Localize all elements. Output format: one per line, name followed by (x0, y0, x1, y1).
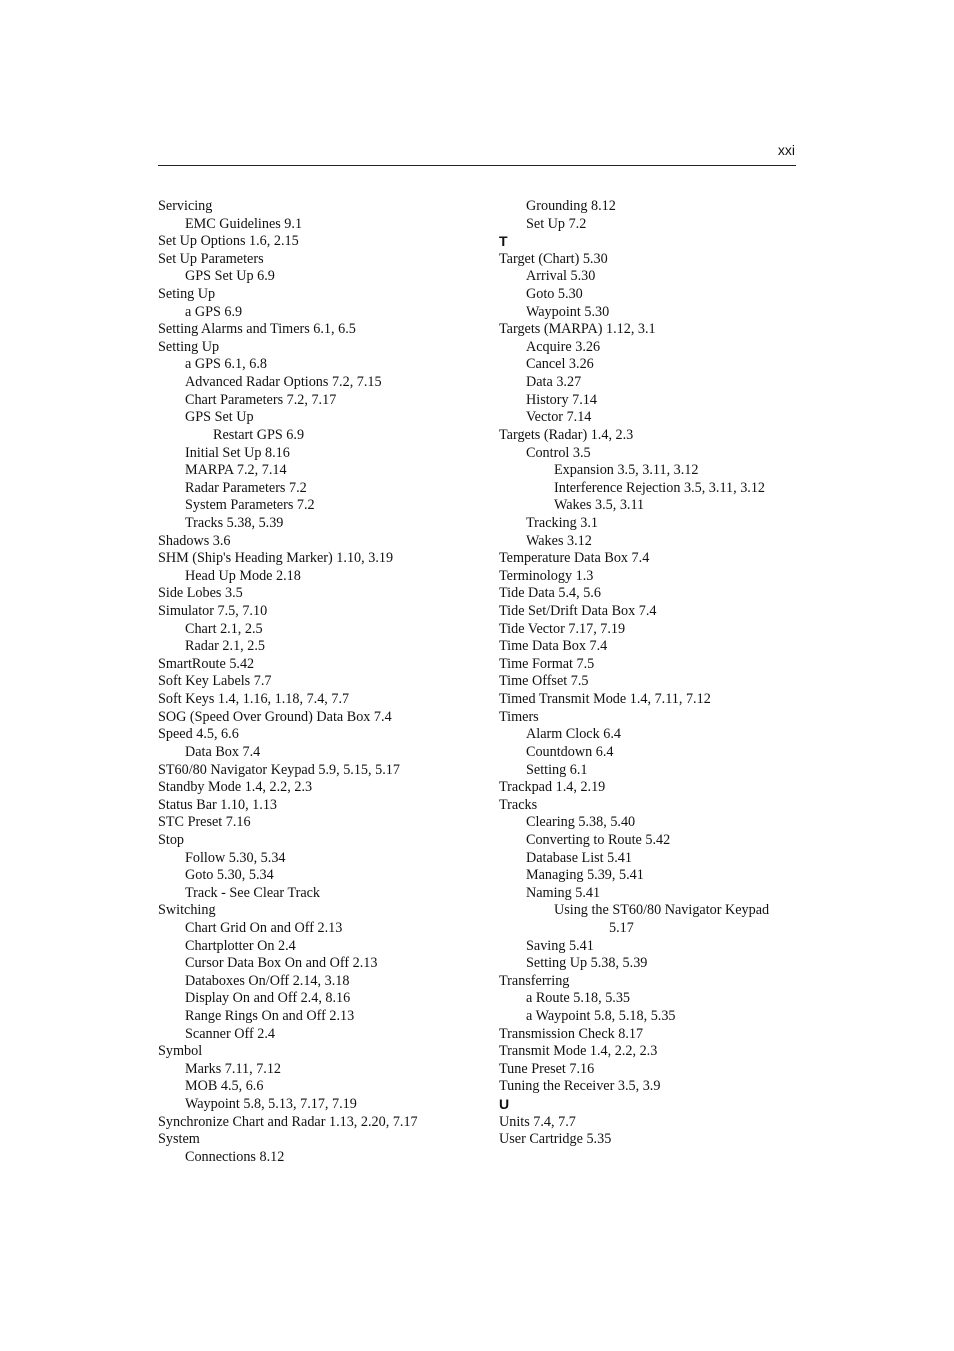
index-subentry: Setting 6.1 (526, 761, 588, 778)
index-subentry: Managing 5.39, 5.41 (526, 867, 644, 884)
index-entry: Targets (MARPA) 1.12, 3.1 (499, 321, 656, 338)
index-subentry: System Parameters 7.2 (185, 497, 315, 514)
index-entry: Synchronize Chart and Radar 1.13, 2.20, 7.17 (158, 1113, 418, 1130)
index-subentry: Set Up 7.2 (526, 215, 587, 232)
index-subentry: Restart GPS 6.9 (213, 426, 305, 443)
index-subentry: Radar Parameters 7.2 (185, 479, 307, 496)
index-subentry: Follow 5.30, 5.34 (185, 849, 286, 866)
index-subentry: Grounding 8.12 (526, 198, 616, 214)
index-subentry: Radar 2.1, 2.5 (185, 638, 265, 655)
index-subentry: Chart Grid On and Off 2.13 (185, 919, 343, 936)
index-subentry: Countdown 6.4 (526, 743, 614, 760)
index-entry: Soft Keys 1.4, 1.16, 1.18, 7.4, 7.7 (158, 691, 350, 708)
index-entry: Tune Preset 7.16 (499, 1060, 595, 1077)
index-entry: Soft Key Labels 7.7 (158, 673, 272, 690)
index-entry: Units 7.4, 7.7 (499, 1113, 576, 1130)
index-entry: Stop (158, 831, 185, 848)
index-column-left (158, 198, 488, 1167)
index-entry: Transmission Check 8.17 (499, 1025, 644, 1042)
index-entry: Servicing (158, 198, 213, 214)
index-subentry: Wakes 3.5, 3.11 (554, 497, 645, 514)
index-subentry: Cancel 3.26 (526, 356, 594, 373)
index-subentry: 5.17 (609, 919, 634, 936)
index-subentry: Setting Up 5.38, 5.39 (526, 955, 648, 972)
index-subentry: Database List 5.41 (526, 849, 632, 866)
index-entry: Set Up Options 1.6, 2.15 (158, 233, 299, 250)
index-subentry: Databoxes On/Off 2.14, 3.18 (185, 972, 350, 989)
index-subentry: GPS Set Up (185, 409, 254, 426)
index-subentry: Display On and Off 2.4, 8.16 (185, 990, 351, 1007)
index-entry: SOG (Speed Over Ground) Data Box 7.4 (158, 708, 392, 725)
index-entry: Tracks (499, 796, 538, 813)
index-subentry: Data Box 7.4 (185, 743, 261, 760)
index-entry: Simulator 7.5, 7.10 (158, 603, 268, 620)
index-entry: Transferring (499, 972, 570, 989)
index-subentry: Chart 2.1, 2.5 (185, 620, 263, 637)
index-subentry: Tracking 3.1 (526, 514, 598, 531)
index-entry: Time Data Box 7.4 (499, 638, 608, 655)
index-subentry: Goto 5.30 (526, 286, 583, 303)
index-subentry: Expansion 3.5, 3.11, 3.12 (554, 462, 699, 479)
index-subentry: Tracks 5.38, 5.39 (185, 514, 284, 531)
index-subentry: Naming 5.41 (526, 884, 601, 901)
index-column-right (499, 198, 799, 1149)
index-subentry: Waypoint 5.30 (526, 303, 610, 320)
index-entry: Switching (158, 902, 216, 919)
index-subentry: Connections 8.12 (185, 1148, 285, 1165)
index-subentry: Alarm Clock 6.4 (526, 726, 621, 743)
index-entry: Timed Transmit Mode 1.4, 7.11, 7.12 (499, 691, 711, 708)
index-entry: Set Up Parameters (158, 250, 264, 267)
index-entry: Tide Data 5.4, 5.6 (499, 585, 601, 602)
index-subentry: History 7.14 (526, 391, 597, 408)
index-subentry: GPS Set Up 6.9 (185, 268, 275, 285)
index-entry: Transmit Mode 1.4, 2.2, 2.3 (499, 1043, 658, 1060)
index-entry: Time Offset 7.5 (499, 673, 589, 690)
index-entry: Temperature Data Box 7.4 (499, 550, 650, 567)
index-entry: SmartRoute 5.42 (158, 655, 255, 672)
index-entry: System (158, 1131, 200, 1148)
index-entry: Setting Up (158, 338, 220, 355)
page-number: xxi (777, 142, 795, 158)
index-entry: SHM (Ship's Heading Marker) 1.10, 3.19 (158, 550, 394, 567)
index-entry: Standby Mode 1.4, 2.2, 2.3 (158, 779, 313, 796)
index-entry: STC Preset 7.16 (158, 814, 251, 831)
index-entry: Time Format 7.5 (499, 655, 595, 672)
index-subentry: Wakes 3.12 (526, 532, 592, 549)
index-subentry: Control 3.5 (526, 444, 591, 461)
index-subentry: Saving 5.41 (526, 937, 594, 954)
index-subentry: Interference Rejection 3.5, 3.11, 3.12 (554, 479, 766, 496)
index-subentry: Chartplotter On 2.4 (185, 937, 296, 954)
index-subentry: Acquire 3.26 (526, 338, 601, 355)
index-subentry: Arrival 5.30 (526, 268, 596, 285)
index-subentry: Cursor Data Box On and Off 2.13 (185, 955, 378, 972)
index-entry: Tuning the Receiver 3.5, 3.9 (499, 1078, 661, 1095)
index-entry: Target (Chart) 5.30 (499, 250, 608, 267)
index-subentry: Vector 7.14 (526, 409, 592, 426)
index-subentry: Scanner Off 2.4 (185, 1025, 275, 1042)
header-rule (158, 165, 796, 166)
index-entry: Targets (Radar) 1.4, 2.3 (499, 426, 634, 443)
index-letter-heading: U (499, 1096, 510, 1113)
index-subentry: a Waypoint 5.8, 5.18, 5.35 (526, 1008, 676, 1025)
index-subentry: a Route 5.18, 5.35 (526, 990, 631, 1007)
index-subentry: MOB 4.5, 6.6 (185, 1078, 264, 1095)
index-letter-heading: T (499, 233, 508, 250)
index-subentry: Marks 7.11, 7.12 (185, 1060, 282, 1077)
index-subentry: a GPS 6.9 (185, 303, 243, 320)
index-subentry: Waypoint 5.8, 5.13, 7.17, 7.19 (185, 1096, 357, 1113)
index-entry: Symbol (158, 1043, 203, 1060)
index-entry: ST60/80 Navigator Keypad 5.9, 5.15, 5.17 (158, 761, 400, 778)
index-entry: User Cartridge 5.35 (499, 1131, 612, 1148)
index-entry: Timers (499, 708, 539, 725)
index-subentry: Clearing 5.38, 5.40 (526, 814, 636, 831)
index-entry: Tide Set/Drift Data Box 7.4 (499, 603, 657, 620)
index-entry: Trackpad 1.4, 2.19 (499, 779, 606, 796)
index-subentry: Goto 5.30, 5.34 (185, 867, 274, 884)
index-entry: Side Lobes 3.5 (158, 585, 243, 602)
index-subentry: Range Rings On and Off 2.13 (185, 1008, 355, 1025)
index-subentry: a GPS 6.1, 6.8 (185, 356, 267, 373)
index-entry: Setting Alarms and Timers 6.1, 6.5 (158, 321, 356, 338)
index-subentry: EMC Guidelines 9.1 (185, 215, 303, 232)
index-subentry: Advanced Radar Options 7.2, 7.15 (185, 374, 382, 391)
index-subentry: Converting to Route 5.42 (526, 831, 671, 848)
index-entry: Speed 4.5, 6.6 (158, 726, 239, 743)
index-entry: Tide Vector 7.17, 7.19 (499, 620, 626, 637)
index-entry: Status Bar 1.10, 1.13 (158, 796, 278, 813)
index-entry: Shadows 3.6 (158, 532, 231, 549)
index-subentry: Head Up Mode 2.18 (185, 567, 301, 584)
index-subentry: Track - See Clear Track (185, 884, 321, 901)
index-entry: Terminology 1.3 (499, 567, 594, 584)
index-entry: Seting Up (158, 286, 216, 303)
index-subentry: Chart Parameters 7.2, 7.17 (185, 391, 337, 408)
index-subentry: Data 3.27 (526, 374, 582, 391)
index-subentry: MARPA 7.2, 7.14 (185, 462, 287, 479)
index-subentry: Initial Set Up 8.16 (185, 444, 290, 461)
index-subentry: Using the ST60/80 Navigator Keypad (554, 902, 770, 919)
